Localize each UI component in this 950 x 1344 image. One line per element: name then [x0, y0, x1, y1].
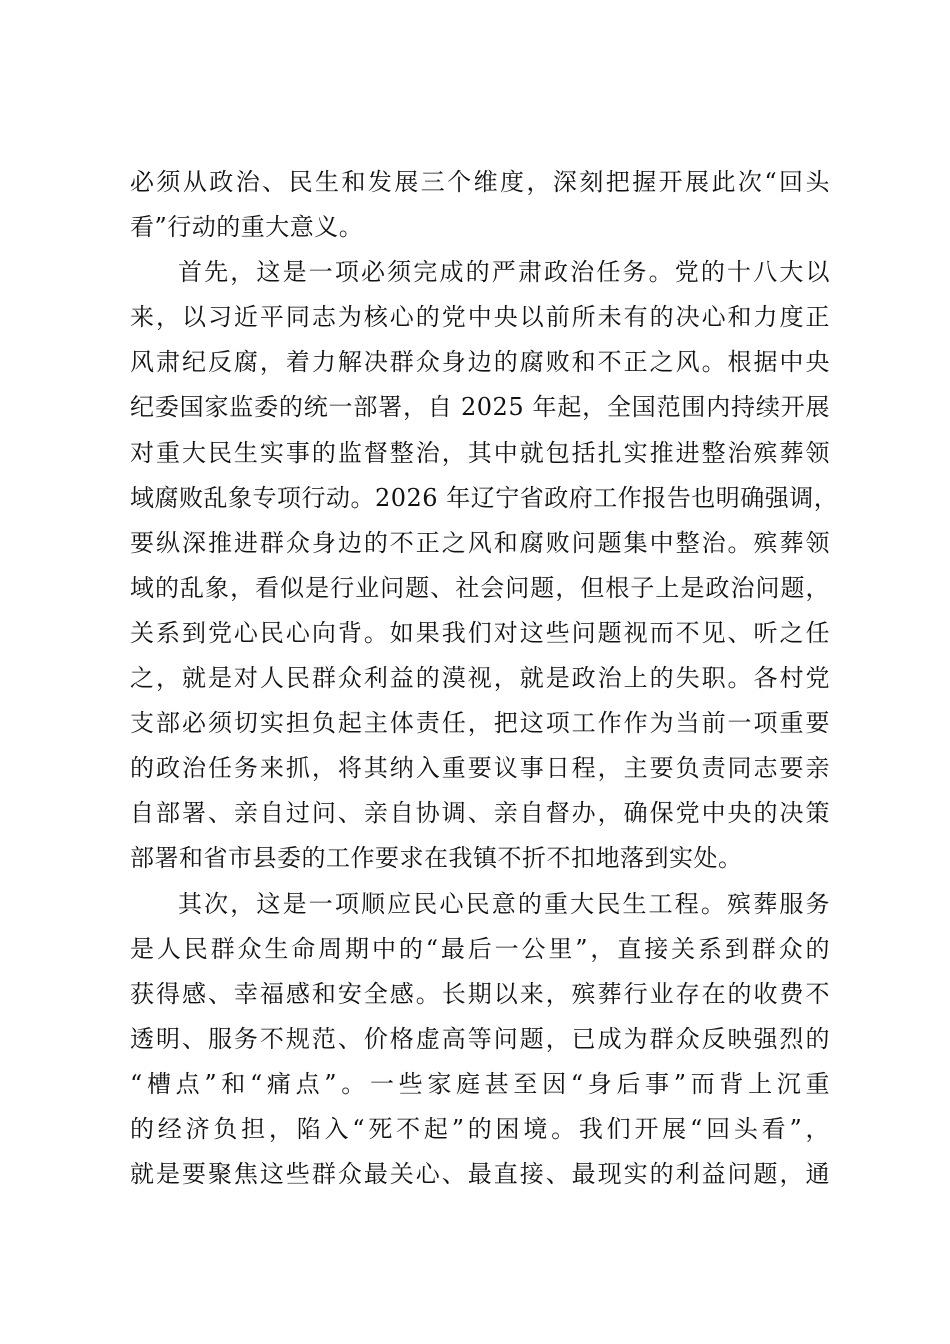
text-line: 的政治任务来抓，将其纳入重要议事日程，主要负责同志要亲 — [130, 754, 830, 783]
text-line: 首先，这是一项必须完成的严肃政治任务。党的十八大以 — [178, 258, 830, 287]
text-line: 就是要聚焦这些群众最关心、最直接、最现实的利益问题，通 — [130, 1160, 830, 1189]
text-line: 是人民群众生命周期中的“最后一公里”，直接关系到群众的 — [130, 934, 830, 963]
text-line: 必须从政治、民生和发展三个维度，深刻把握开展此次“回头 — [130, 168, 830, 196]
text-line: 纪委国家监委的统一部署，自 2025 年起，全国范围内持续开展 — [130, 393, 830, 422]
text-line: 看”行动的重大意义。 — [130, 213, 364, 242]
paragraph-3 — [130, 882, 830, 1198]
text-line: 域腐败乱象专项行动。2026 年辽宁省政府工作报告也明确强调， — [130, 483, 839, 512]
text-line: 之，就是对人民群众利益的漠视，就是政治上的失职。各村党 — [130, 664, 830, 693]
text-line: 关系到党心民心向背。如果我们对这些问题视而不见、听之任 — [130, 618, 830, 647]
text-line: 的经济负担，陷入“死不起”的困境。我们开展“回头看”， — [130, 1114, 830, 1143]
text-line: 其次，这是一项顺应民心民意的重大民生工程。殡葬服务 — [178, 889, 830, 918]
text-line: 透明、服务不规范、价格虚高等问题，已成为群众反映强烈的 — [130, 1024, 830, 1053]
text-line: 部署和省市县委的工作要求在我镇不折不扣地落到实处。 — [130, 844, 743, 873]
document-body — [130, 160, 839, 1197]
text-line: 来，以习近平同志为核心的党中央以前所未有的决心和力度正 — [130, 303, 830, 332]
text-line: 支部必须切实担负起主体责任，把这项工作作为当前一项重要 — [130, 709, 830, 738]
text-line: 自部署、亲自过问、亲自协调、亲自督办，确保党中央的决策 — [130, 799, 830, 828]
text-line: 获得感、幸福感和安全感。长期以来，殡葬行业存在的收费不 — [130, 979, 830, 1008]
paragraph-1 — [130, 160, 830, 250]
text-line: 风肃纪反腐，着力解决群众身边的腐败和不正之风。根据中央 — [130, 348, 830, 377]
text-line: “槽点”和“痛点”。一些家庭甚至因“身后事”而背上沉重 — [130, 1069, 830, 1098]
text-line: 要纵深推进群众身边的不正之风和腐败问题集中整治。殡葬领 — [130, 528, 830, 557]
text-line: 域的乱象，看似是行业问题、社会问题，但根子上是政治问题， — [130, 573, 830, 602]
text-line: 对重大民生实事的监督整治，其中就包括扎实推进整治殡葬领 — [130, 438, 830, 467]
paragraph-2 — [130, 250, 839, 881]
